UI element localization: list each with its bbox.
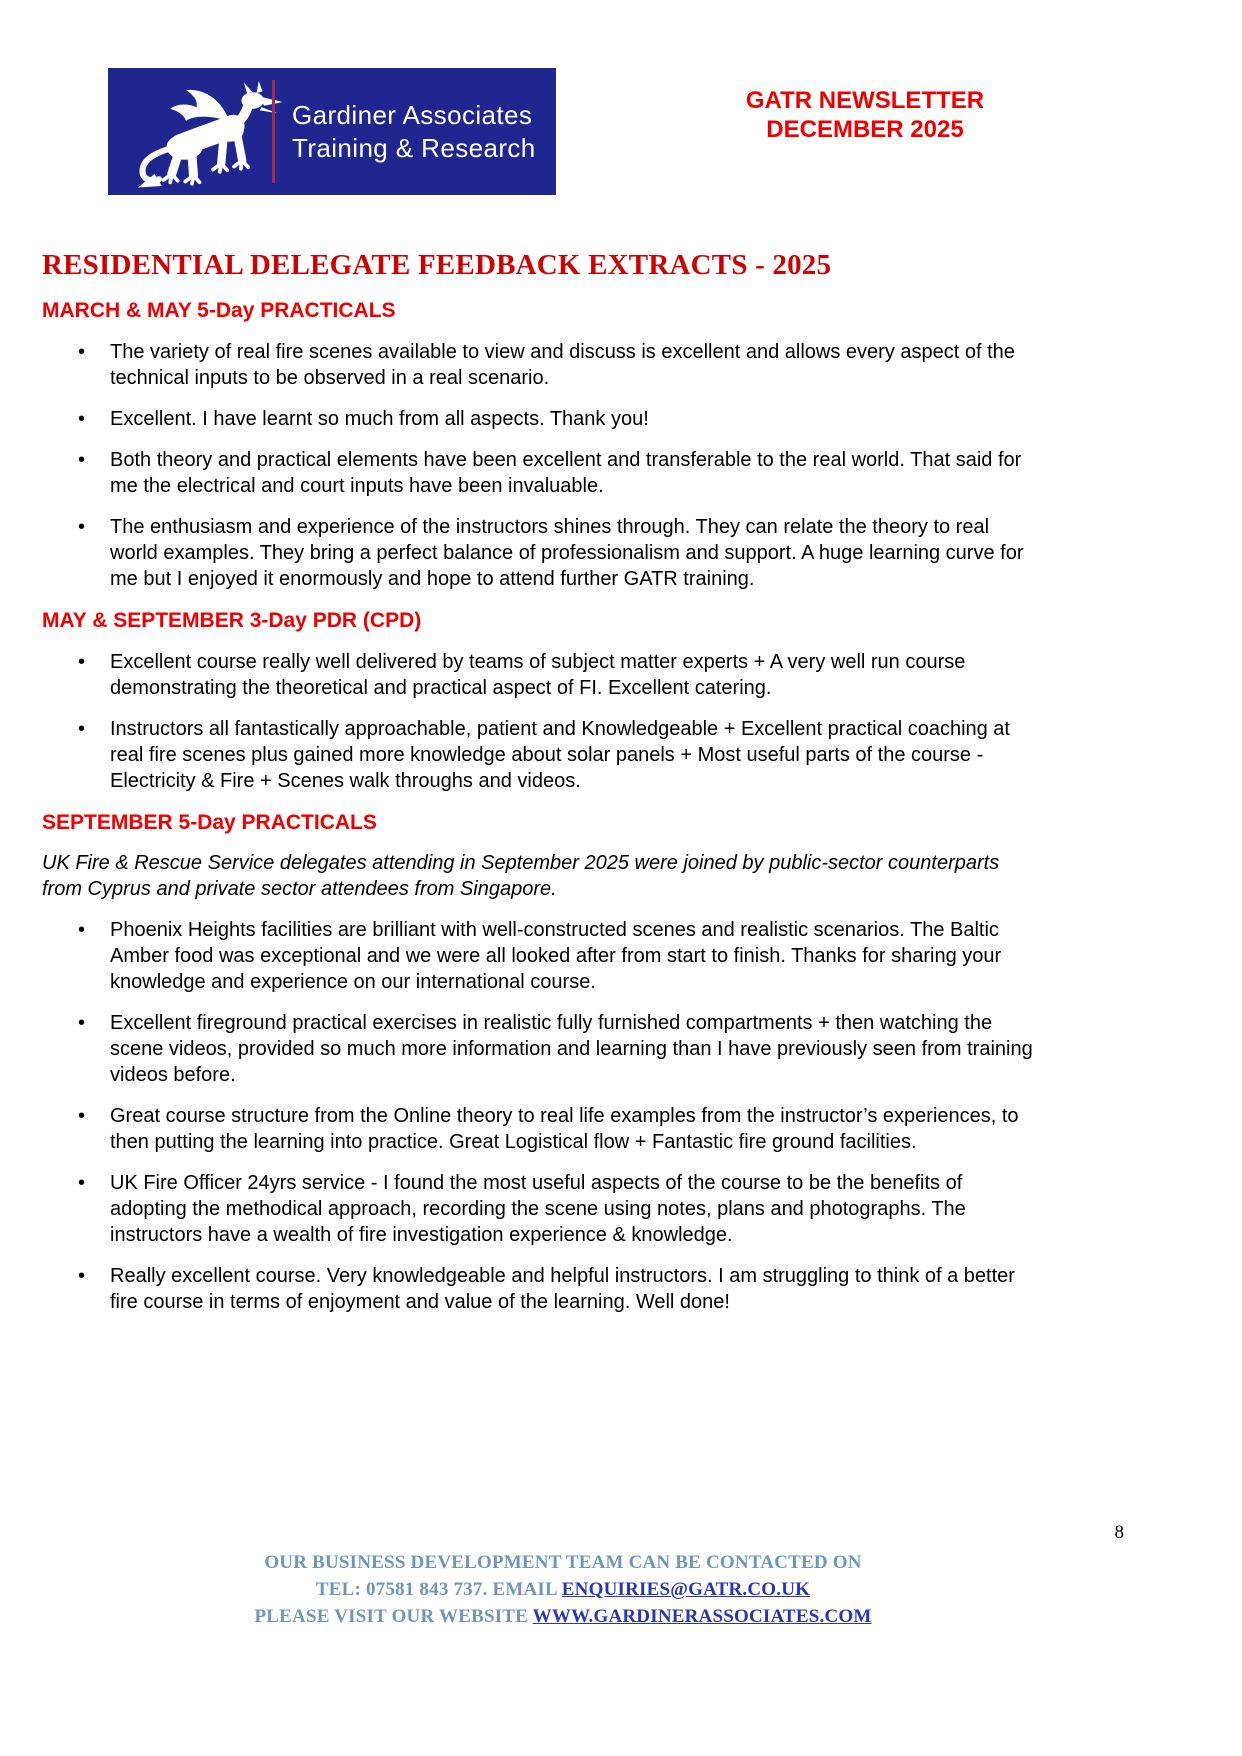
logo-line1: Gardiner Associates	[292, 100, 533, 130]
masthead-line1: GATR NEWSLETTER	[745, 87, 985, 114]
feedback-bullet: • UK Fire Officer 24yrs service - I found the most useful aspects of the course to be the benefits of adopting the methodical approach, recording the scene using notes, plans and photographs. The instructors have a wealth of fire investigation experience & knowledge.	[42, 1170, 1042, 1248]
email-link[interactable]: ENQUIRIES@GATR.CO.UK	[561, 1579, 811, 1600]
footer-website-text: PLEASE VISIT OUR WEBSITE	[254, 1606, 533, 1627]
section-heading-march-may: MARCH & MAY 5-Day PRACTICALS	[42, 299, 396, 322]
feedback-bullet: • Instructors all fantastically approachable, patient and Knowledgeable + Excellent practical coaching at real fire scenes plus gained more knowledge about solar panels + Most useful parts of the course - Electricity & Fire + Scenes walk throughs and videos.	[42, 716, 1042, 794]
feedback-bullet: • Excellent fireground practical exercises in realistic fully furnished compartments + then watching the scene videos, provided so much more information and learning than I have previously seen from training videos before.	[42, 1010, 1042, 1088]
footer-line3	[0, 1603, 1126, 1630]
feedback-bullet: • The variety of real fire scenes available to view and discuss is excellent and allows every aspect of the technical inputs to be observed in a real scenario.	[42, 339, 1042, 391]
footer-tel-text: TEL: 07581 843 737. EMAIL	[315, 1579, 562, 1600]
feedback-list-may-september	[42, 649, 1042, 794]
feedback-bullet: • Great course structure from the Online theory to real life examples from the instructor’s experiences, to then putting the learning into practice. Great Logistical flow + Fantastic fire ground facilities.	[42, 1103, 1042, 1155]
document-body	[42, 248, 1042, 1315]
footer-contact-block	[0, 1549, 1126, 1630]
logo-divider	[272, 80, 275, 183]
feedback-bullet: • Really excellent course. Very knowledgeable and helpful instructors. I am struggling to think of a better fire course in terms of enjoyment and value of the learning. Well done!	[42, 1263, 1042, 1315]
feedback-bullet: • Both theory and practical elements have been excellent and transferable to the real world. That said for me the electrical and court inputs have been invaluable.	[42, 447, 1042, 499]
section-intro-september: UK Fire & Rescue Service delegates attending in September 2025 were joined by public-sector counterparts from Cyprus and private sector attendees from Singapore.	[42, 852, 1000, 900]
footer-line2	[0, 1576, 1126, 1603]
feedback-bullet: • Phoenix Heights facilities are brilliant with well-constructed scenes and realistic scenarios. The Baltic Amber food was exceptional and we were all looked after from start to finish. Thanks for sharing your knowledge and experience on our international course.	[42, 917, 1042, 995]
page-title: RESIDENTIAL DELEGATE FEEDBACK EXTRACTS - 2025	[42, 249, 832, 281]
page-number: 8	[1114, 1522, 1124, 1543]
feedback-bullet: • Excellent. I have learnt so much from all aspects. Thank you!	[42, 406, 1042, 432]
logo-line2: Training & Research	[292, 133, 536, 163]
footer-line1: OUR BUSINESS DEVELOPMENT TEAM CAN BE CONTACTED ON	[264, 1552, 862, 1573]
feedback-list-september	[42, 917, 1042, 1315]
section-heading-september: SEPTEMBER 5-Day PRACTICALS	[42, 811, 377, 834]
newsletter-masthead	[720, 86, 1010, 144]
logo-wordmark	[292, 99, 536, 165]
company-logo	[108, 68, 556, 195]
website-link[interactable]: WWW.GARDINERASSOCIATES.COM	[532, 1606, 872, 1627]
feedback-bullet: • The enthusiasm and experience of the instructors shines through. They can relate the theory to real world examples. They bring a perfect balance of professionalism and support. A huge learning curve for me but I enjoyed it enormously and hope to attend further GATR training.	[42, 514, 1042, 592]
section-heading-may-september: MAY & SEPTEMBER 3-Day PDR (CPD)	[42, 609, 422, 632]
masthead-line2: DECEMBER 2025	[766, 116, 964, 143]
feedback-bullet: • Excellent course really well delivered by teams of subject matter experts + A very well run course demonstrating the theoretical and practical aspect of FI. Excellent catering.	[42, 649, 1042, 701]
feedback-list-march-may	[42, 339, 1042, 592]
